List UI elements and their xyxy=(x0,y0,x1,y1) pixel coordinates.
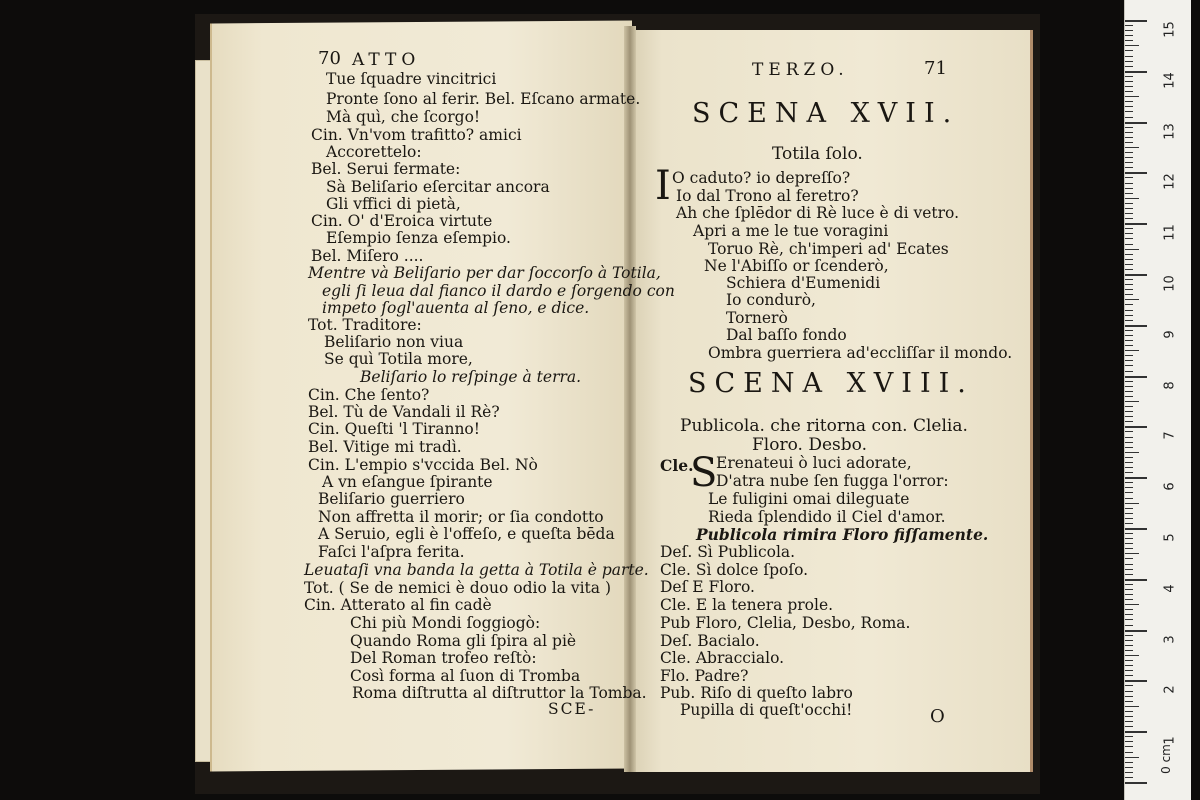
ruler-tick xyxy=(1125,401,1139,402)
ruler-tick xyxy=(1125,752,1133,753)
ruler-tick xyxy=(1125,625,1133,626)
ruler-tick xyxy=(1125,746,1133,747)
left-catchword: SCE- xyxy=(548,700,596,718)
ruler-tick xyxy=(1125,238,1133,239)
ruler-tick xyxy=(1125,381,1133,382)
ruler-tick xyxy=(1125,111,1133,112)
ruler-tick xyxy=(1125,233,1133,234)
ruler-tick xyxy=(1125,492,1133,493)
ruler-tick xyxy=(1125,452,1139,453)
ruler-tick xyxy=(1125,386,1133,387)
ruler-tick xyxy=(1125,350,1139,351)
ruler-tick xyxy=(1125,117,1133,118)
ruler-tick xyxy=(1125,396,1133,397)
text-line: Tot. ( Se de nemici è douo odio la vita ) xyxy=(304,579,611,597)
scene-18-first-speaker: Cle. xyxy=(660,456,694,475)
ruler-number: 9 xyxy=(1162,330,1178,339)
measuring-ruler xyxy=(1124,0,1191,800)
ruler-tick xyxy=(1125,462,1133,463)
text-line: Cin. Vn'vom trafitto? amici xyxy=(311,126,522,144)
ruler-tick xyxy=(1125,757,1139,758)
text-line: egli ſi leua dal fianco il dardo e ſorgendo con xyxy=(322,282,675,300)
text-line: Del Roman trofeo reſtò: xyxy=(350,649,537,667)
ruler-number: 11 xyxy=(1162,224,1178,241)
text-line: Pupilla di queſt'occhi! xyxy=(680,701,853,719)
text-line: Beliſario non viua xyxy=(324,333,464,351)
text-line: Cle. Abraccialo. xyxy=(660,649,785,667)
ruler-tick xyxy=(1125,172,1147,174)
text-line: Mentre và Beliſario per dar ſoccorſo à Totila, xyxy=(308,264,661,282)
ruler-tick xyxy=(1125,193,1133,194)
text-line: A vn eſangue ſpirante xyxy=(322,473,493,491)
text-line: impeto ſogl'auenta al ſeno, e dice. xyxy=(322,299,590,317)
text-line: Dal baſſo fondo xyxy=(726,326,847,344)
ruler-tick xyxy=(1125,564,1133,565)
ruler-tick xyxy=(1125,35,1133,36)
text-line: Mà quì, che ſcorgo! xyxy=(326,108,481,126)
ruler-tick xyxy=(1125,330,1133,331)
right-page-number: 71 xyxy=(924,58,947,79)
ruler-tick xyxy=(1125,467,1133,468)
ruler-tick xyxy=(1125,223,1147,225)
ruler-tick xyxy=(1125,355,1133,356)
ruler-tick xyxy=(1125,254,1133,255)
ruler-tick xyxy=(1125,691,1133,692)
text-line: Deſ. Bacialo. xyxy=(660,632,760,650)
scene-18-drop-cap: S xyxy=(690,450,718,496)
scene-18-title: SCENA XVIII. xyxy=(688,368,974,399)
ruler-tick xyxy=(1125,513,1133,514)
ruler-tick xyxy=(1125,457,1133,458)
ruler-tick xyxy=(1125,30,1133,31)
ruler-tick xyxy=(1125,289,1133,290)
ruler-number: 2 xyxy=(1162,685,1178,695)
ruler-tick xyxy=(1125,569,1133,570)
ruler-tick xyxy=(1125,122,1147,124)
text-line: Tot. Traditore: xyxy=(308,316,422,334)
ruler-tick xyxy=(1125,472,1133,473)
ruler-number: 14 xyxy=(1162,72,1178,89)
text-line: Bel. Vitige mi tradì. xyxy=(308,438,462,456)
ruler-tick xyxy=(1125,299,1139,300)
ruler-tick xyxy=(1125,675,1133,676)
ruler-tick xyxy=(1125,198,1139,199)
ruler-tick xyxy=(1125,371,1133,372)
ruler-tick xyxy=(1125,503,1139,504)
ruler-tick xyxy=(1125,609,1133,610)
ruler-number: 6 xyxy=(1162,482,1178,491)
ruler-tick xyxy=(1125,360,1133,361)
text-line: Non affretta il morir; or ſia condotto xyxy=(318,508,604,526)
text-line: Cin. Atterato al fin cadè xyxy=(304,596,492,614)
ruler-tick xyxy=(1125,315,1133,316)
ruler-tick xyxy=(1125,599,1133,600)
text-line: Io condurò, xyxy=(726,291,816,309)
ruler-tick xyxy=(1125,665,1133,666)
ruler-tick xyxy=(1125,416,1133,417)
ruler-tick xyxy=(1125,76,1133,77)
ruler-tick xyxy=(1125,594,1133,595)
ruler-tick xyxy=(1125,548,1133,549)
ruler-tick xyxy=(1125,213,1133,214)
ruler-tick xyxy=(1125,86,1133,87)
ruler-tick xyxy=(1125,228,1133,229)
ruler-tick xyxy=(1125,614,1133,615)
text-line: Beliſario lo reſpinge à terra. xyxy=(360,368,582,386)
ruler-tick xyxy=(1125,508,1133,509)
left-running-head: ATTO xyxy=(352,50,421,70)
ruler-tick xyxy=(1125,304,1133,305)
text-line: Pronte ſono al ferir. Bel. Eſcano armate. xyxy=(326,90,641,108)
ruler-tick xyxy=(1125,391,1133,392)
ruler-tick xyxy=(1125,619,1133,620)
ruler-tick xyxy=(1125,244,1133,245)
ruler-number: 5 xyxy=(1162,533,1178,542)
ruler-tick xyxy=(1125,696,1133,697)
ruler-number: 3 xyxy=(1162,634,1178,644)
ruler-tick xyxy=(1125,574,1133,575)
ruler-unit-label: 0 cm xyxy=(1158,744,1173,774)
text-line: Erenateui ò luci adorate, xyxy=(716,454,912,472)
ruler-tick xyxy=(1125,482,1133,483)
text-line: Così forma al ſuon di Tromba xyxy=(350,667,581,685)
ruler-tick xyxy=(1125,711,1133,712)
ruler-tick xyxy=(1125,498,1133,499)
ruler-tick xyxy=(1125,528,1147,530)
ruler-tick xyxy=(1125,660,1133,661)
ruler-tick xyxy=(1125,543,1133,544)
ruler-tick xyxy=(1125,589,1133,590)
ruler-tick xyxy=(1125,310,1133,311)
ruler-tick xyxy=(1125,101,1133,102)
ruler-tick xyxy=(1125,162,1133,163)
text-line: Cin. Che ſento? xyxy=(308,386,430,404)
text-line: Cin. L'empio s'vccida Bel. Nò xyxy=(308,456,538,474)
text-line: Quando Roma gli ſpira al piè xyxy=(350,632,577,650)
ruler-tick xyxy=(1125,188,1133,189)
text-line: Se quì Totila more, xyxy=(324,350,473,368)
ruler-tick xyxy=(1125,203,1133,204)
text-line: Ombra guerriera ad'eccliſſar il mondo. xyxy=(708,344,1013,362)
text-line: Gli vffici di pietà, xyxy=(326,195,461,213)
ruler-tick xyxy=(1125,680,1147,682)
left-page-number: 70 xyxy=(318,48,341,69)
text-line: Tue ſquadre vincitrici xyxy=(326,70,497,88)
ruler-tick xyxy=(1125,655,1139,656)
ruler-tick xyxy=(1125,81,1133,82)
text-line: Cin. O' d'Eroica virtute xyxy=(311,212,493,230)
ruler-tick xyxy=(1125,604,1139,605)
text-line: Chi più Mondi ſoggiogò: xyxy=(350,614,541,632)
ruler-tick xyxy=(1125,762,1133,763)
text-line: Accorettelo: xyxy=(326,143,422,161)
ruler-tick xyxy=(1125,269,1133,270)
ruler-tick xyxy=(1125,61,1133,62)
ruler-tick xyxy=(1125,218,1133,219)
ruler-tick xyxy=(1125,487,1133,488)
ruler-number: 4 xyxy=(1162,584,1178,593)
ruler-tick xyxy=(1125,137,1133,138)
ruler-tick xyxy=(1125,431,1133,432)
ruler-tick xyxy=(1125,157,1133,158)
ruler-tick xyxy=(1125,249,1139,250)
ruler-tick xyxy=(1125,533,1133,534)
ruler-tick xyxy=(1125,442,1133,443)
ruler-tick xyxy=(1125,40,1133,41)
ruler-tick xyxy=(1125,558,1133,559)
text-line: Cin. Queſti 'l Tiranno! xyxy=(308,420,480,438)
ruler-tick xyxy=(1125,50,1133,51)
text-line: A Seruio, egli è l'offeſo, e queſta bēda xyxy=(318,525,615,543)
text-line: Ah che ſplēdor di Rè luce è di vetro. xyxy=(676,204,960,222)
ruler-tick xyxy=(1125,335,1133,336)
ruler-tick xyxy=(1125,477,1147,479)
ruler-tick xyxy=(1125,127,1133,128)
ruler-tick xyxy=(1125,340,1133,341)
ruler-tick xyxy=(1125,523,1133,524)
ruler-tick xyxy=(1125,25,1133,26)
ruler-tick xyxy=(1125,421,1133,422)
ruler-number: 13 xyxy=(1162,122,1178,140)
text-line: Cle. E la tenera prole. xyxy=(660,596,834,614)
book-gutter xyxy=(624,26,636,772)
ruler-tick xyxy=(1125,284,1133,285)
ruler-tick xyxy=(1125,650,1133,651)
text-line: Publicola rimira Floro fiſſamente. xyxy=(696,525,989,544)
text-line: Io dal Trono al feretro? xyxy=(676,187,859,205)
scene-18-subtitle-2: Floro. Desbo. xyxy=(752,435,867,455)
text-line: D'atra nube ſen fugga l'orror: xyxy=(716,472,949,490)
ruler-tick xyxy=(1125,584,1133,585)
ruler-tick xyxy=(1125,772,1133,773)
scene-17-drop-cap: I xyxy=(655,163,671,209)
ruler-tick xyxy=(1125,685,1133,686)
ruler-tick xyxy=(1125,553,1139,554)
scene-17-subtitle: Totila ſolo. xyxy=(772,144,863,164)
ruler-tick xyxy=(1125,406,1133,407)
ruler-number: 7 xyxy=(1162,431,1178,441)
ruler-tick xyxy=(1125,45,1139,46)
ruler-tick xyxy=(1125,56,1133,57)
ruler-tick xyxy=(1125,208,1133,209)
text-line: Pub. Riſo di queſto labro xyxy=(660,684,853,702)
ruler-tick xyxy=(1125,274,1147,276)
ruler-tick xyxy=(1125,264,1133,265)
scene-17-title: SCENA XVII. xyxy=(692,98,960,129)
right-running-head: TERZO. xyxy=(752,60,849,80)
ruler-tick xyxy=(1125,411,1133,412)
ruler-tick xyxy=(1125,538,1133,539)
ruler-tick xyxy=(1125,777,1133,778)
text-line: Eſempio ſenza eſempio. xyxy=(326,229,511,247)
text-line: Sà Beliſario eſercitar ancora xyxy=(326,178,550,196)
ruler-tick xyxy=(1125,152,1133,153)
text-line: Schiera d'Eumenidi xyxy=(726,274,881,292)
ruler-tick xyxy=(1125,670,1133,671)
text-line: Le fuligini omai dileguate xyxy=(708,490,910,508)
ruler-tick xyxy=(1125,701,1133,702)
ruler-tick xyxy=(1125,177,1133,178)
ruler-tick xyxy=(1125,706,1139,707)
ruler-tick xyxy=(1125,147,1139,148)
ruler-tick xyxy=(1125,320,1133,321)
ruler-tick xyxy=(1125,741,1133,742)
ruler-tick xyxy=(1125,721,1133,722)
text-line: Toruo Rè, ch'imperi ad' Ecates xyxy=(708,240,949,258)
scene-18-subtitle-1: Publicola. che ritorna con. Clelia. xyxy=(680,416,968,436)
ruler-tick xyxy=(1125,640,1133,641)
ruler-tick xyxy=(1125,345,1133,346)
text-line: Apri a me le tue voragini xyxy=(693,222,889,240)
text-line: Cle. Sì dolce ſpoſo. xyxy=(660,561,809,579)
ruler-number: 10 xyxy=(1162,275,1178,292)
ruler-tick xyxy=(1125,294,1133,295)
right-catchword: O xyxy=(930,706,945,727)
ruler-tick xyxy=(1125,767,1133,768)
ruler-tick xyxy=(1125,106,1133,107)
ruler-tick xyxy=(1125,518,1133,519)
ruler-tick xyxy=(1125,630,1147,632)
ruler-tick xyxy=(1125,579,1147,581)
ruler-tick xyxy=(1125,716,1133,717)
ruler-tick xyxy=(1125,376,1147,378)
text-line: Pub Floro, Clelia, Desbo, Roma. xyxy=(660,614,911,632)
text-line: Roma diſtrutta al diſtruttor la Tomba. xyxy=(352,684,647,702)
ruler-number: 12 xyxy=(1162,173,1178,191)
ruler-tick xyxy=(1125,259,1133,260)
ruler-tick xyxy=(1125,635,1133,636)
ruler-tick xyxy=(1125,736,1133,737)
ruler-tick xyxy=(1125,447,1133,448)
ruler-tick xyxy=(1125,183,1133,184)
text-line: Bel. Serui fermate: xyxy=(311,160,461,178)
ruler-tick xyxy=(1125,645,1133,646)
ruler-tick xyxy=(1125,726,1133,727)
ruler-tick xyxy=(1125,96,1139,97)
ruler-tick xyxy=(1125,426,1147,428)
text-line: Flo. Padre? xyxy=(660,667,749,685)
ruler-tick xyxy=(1125,91,1133,92)
text-line: Ne l'Abiſſo or ſcenderò, xyxy=(704,257,889,275)
text-line: O caduto? io depreſſo? xyxy=(672,169,851,187)
text-line: Tornerò xyxy=(726,309,788,327)
ruler-tick xyxy=(1125,782,1147,784)
ruler-tick xyxy=(1125,167,1133,168)
ruler-number: 15 xyxy=(1162,21,1178,38)
ruler-tick xyxy=(1125,20,1147,22)
text-line: Bel. Tù de Vandali il Rè? xyxy=(308,403,500,421)
text-line: Deſ E Floro. xyxy=(660,578,755,596)
ruler-tick xyxy=(1125,132,1133,133)
text-line: Bel. Miſero .... xyxy=(311,247,424,265)
ruler-tick xyxy=(1125,365,1133,366)
text-line: Leuataſi vna banda la getta à Totila è parte. xyxy=(304,561,649,579)
ruler-tick xyxy=(1125,731,1147,733)
ruler-tick xyxy=(1125,71,1147,73)
ruler-number: 1 xyxy=(1162,736,1178,745)
text-line: Beliſario guerriero xyxy=(318,490,465,508)
text-line: Faſci l'aſpra ferita. xyxy=(318,543,465,561)
ruler-tick xyxy=(1125,66,1133,67)
text-line: Rieda ſplendido il Ciel d'amor. xyxy=(708,508,946,526)
ruler-tick xyxy=(1125,325,1147,327)
ruler-tick xyxy=(1125,437,1133,438)
ruler-number: 8 xyxy=(1162,380,1178,390)
text-line: Deſ. Sì Publicola. xyxy=(660,543,796,561)
ruler-tick xyxy=(1125,279,1133,280)
ruler-tick xyxy=(1125,142,1133,143)
